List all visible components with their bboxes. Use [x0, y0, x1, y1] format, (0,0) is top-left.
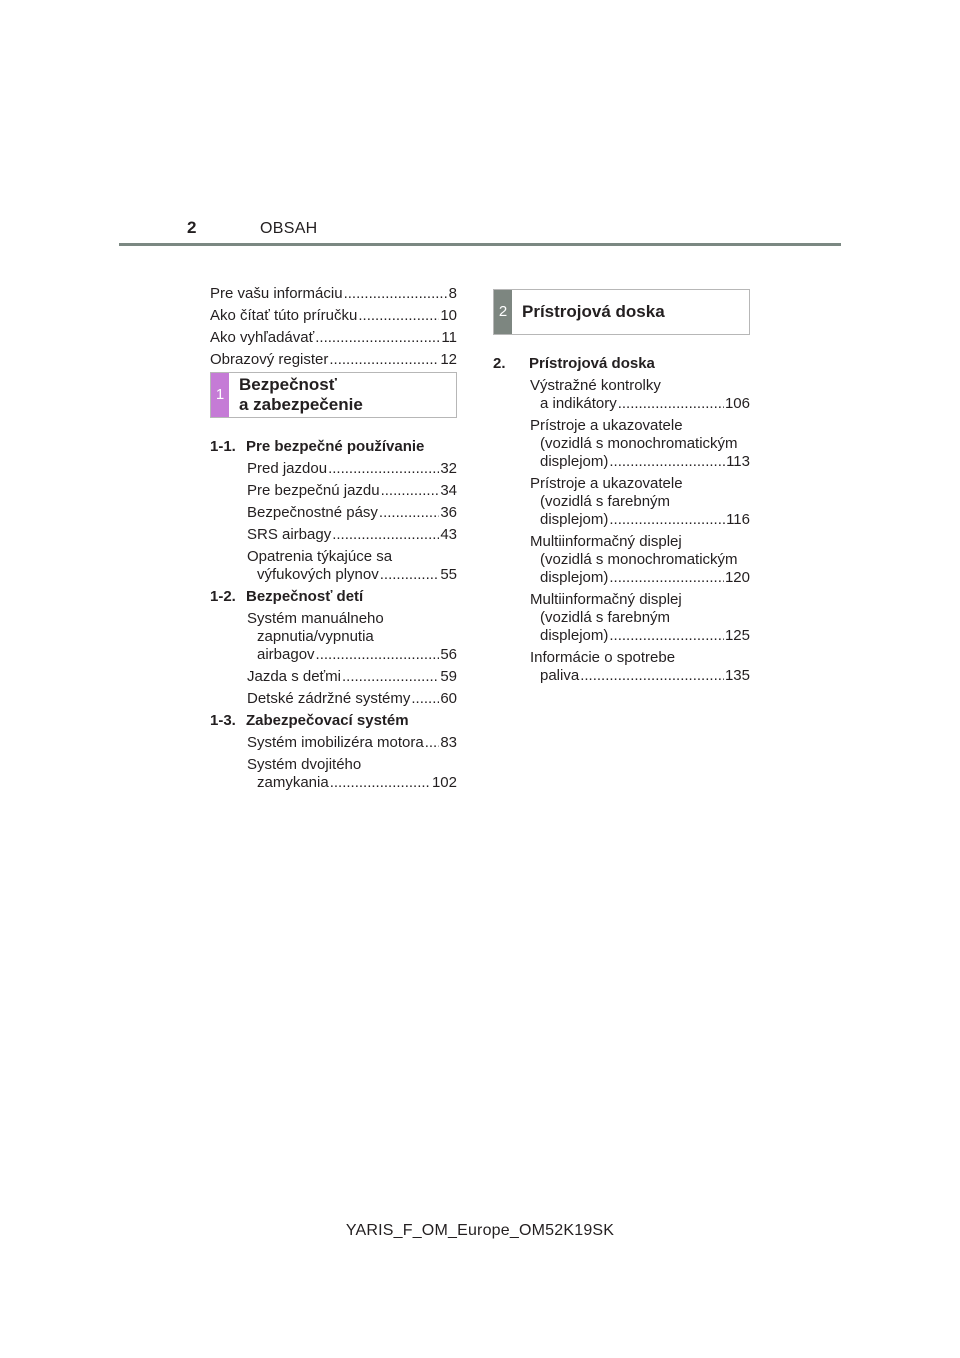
toc-page-number: 34	[440, 482, 457, 499]
toc-entry-last-line	[540, 667, 750, 685]
dot-leader	[580, 667, 724, 685]
toc-entry	[530, 377, 750, 413]
dot-leader	[381, 482, 440, 500]
dot-leader	[380, 566, 440, 584]
dot-leader	[315, 329, 440, 347]
toc-entry-continuation	[530, 667, 750, 685]
toc-entry-continuation	[530, 551, 750, 587]
header-rule	[119, 243, 841, 246]
subsection-title: Pre bezpečné používanie	[246, 438, 425, 455]
toc-entry-label: zapnutia/vypnutia	[257, 628, 374, 645]
toc-entry-last-line	[257, 646, 457, 664]
toc-entry-label: Pred jazdou	[247, 460, 328, 477]
toc-left-column	[210, 285, 457, 796]
toc-entry	[530, 649, 750, 685]
toc-entry-label: paliva	[540, 667, 580, 684]
subsection-heading	[210, 712, 457, 730]
dot-leader	[609, 511, 725, 529]
section-title-line: Prístrojová doska	[522, 302, 665, 321]
toc-entry-last-line	[257, 774, 457, 792]
toc-entry-label: displejom)	[540, 627, 609, 644]
dot-leader	[618, 395, 724, 413]
toc-entry	[530, 475, 750, 529]
section-number: 2	[494, 290, 512, 334]
dot-leader	[425, 734, 440, 752]
toc-entry-label: SRS airbagy	[247, 526, 332, 543]
toc-entry-continuation	[247, 628, 457, 664]
dot-leader	[344, 285, 448, 303]
toc-entry-label: Ako vyhľadávať	[210, 329, 315, 346]
toc-entry	[247, 668, 457, 686]
toc-page-number: 11	[441, 329, 457, 346]
section-title	[229, 373, 373, 417]
toc-entry-label: displejom)	[540, 453, 609, 470]
toc-entry-last-line	[540, 453, 750, 471]
toc-entry-label: a indikátory	[540, 395, 617, 412]
subsection-items	[210, 610, 457, 708]
toc-entry	[530, 417, 750, 471]
toc-entry	[247, 756, 457, 792]
toc-entry	[530, 591, 750, 645]
section-title-line: Bezpečnosť	[239, 375, 337, 394]
toc-page-number: 56	[440, 646, 457, 663]
dot-leader	[411, 690, 439, 708]
toc-entry-label: Obrazový register	[210, 351, 329, 368]
intro-list	[210, 285, 457, 369]
chapter-title: OBSAH	[260, 220, 318, 237]
dot-leader	[332, 526, 439, 544]
toc-page-number: 102	[431, 774, 457, 791]
dot-leader	[609, 627, 724, 645]
section-title-line: a zabezpečenie	[239, 395, 363, 414]
subsection-heading	[210, 438, 457, 456]
dot-leader	[328, 460, 439, 478]
toc-entry	[210, 285, 457, 303]
toc-page-number: 116	[726, 511, 750, 528]
toc-entry-label: Informácie o spotrebe	[530, 649, 676, 666]
subsection-items	[493, 377, 750, 685]
toc-entry-label: Multiinformačný displej	[530, 533, 682, 550]
subsection-title: Prístrojová doska	[529, 355, 655, 372]
toc-page-number: 10	[440, 307, 457, 324]
toc-entry-label: Detské zádržné systémy	[247, 690, 411, 707]
section-2	[493, 289, 750, 685]
toc-right-column	[493, 285, 750, 689]
toc-entry-label: displejom)	[540, 511, 609, 528]
toc-entry-label: Výstražné kontrolky	[530, 377, 661, 394]
toc-page-number: 60	[440, 690, 457, 707]
toc-entry-label: Pre bezpečnú jazdu	[247, 482, 380, 499]
toc-entry-label: zamykania	[257, 774, 329, 791]
toc-entry-last-line	[540, 627, 750, 645]
toc-entry-continuation	[530, 493, 750, 529]
subsection-title: Bezpečnosť detí	[246, 588, 364, 605]
toc-page-number: 55	[440, 566, 457, 583]
dot-leader	[329, 351, 439, 369]
page-number: 2	[187, 218, 197, 237]
toc-entry-label: Multiinformačný displej	[530, 591, 682, 608]
toc-entry	[530, 533, 750, 587]
toc-entry	[247, 690, 457, 708]
section-header-box	[493, 289, 750, 335]
subsection-code: 2.	[493, 355, 506, 372]
toc-page-number: 113	[726, 453, 750, 470]
dot-leader	[609, 569, 724, 587]
section-1	[210, 372, 457, 792]
subsection-code: 1-1.	[210, 438, 236, 455]
dot-leader	[342, 668, 439, 686]
toc-entry	[247, 734, 457, 752]
toc-entry-last-line	[540, 569, 750, 587]
toc-page-number: 8	[448, 285, 457, 302]
dot-leader	[316, 646, 440, 664]
subsection-heading	[493, 355, 750, 373]
toc-entry-label: Systém manuálneho	[247, 610, 384, 627]
toc-entry-last-line	[540, 511, 750, 529]
toc-page-number: 106	[724, 395, 750, 412]
subsection-items	[210, 734, 457, 792]
toc-page-number: 43	[440, 526, 457, 543]
toc-entry	[247, 460, 457, 478]
toc-entry	[210, 351, 457, 369]
toc-entry	[247, 548, 457, 584]
toc-entry	[210, 329, 457, 347]
section-title	[512, 290, 675, 334]
toc-entry-label: Systém imobilizéra motora	[247, 734, 424, 751]
dot-leader	[330, 774, 431, 792]
subsection-items	[210, 460, 457, 584]
toc-entry	[247, 482, 457, 500]
toc-entry-label: displejom)	[540, 569, 609, 586]
toc-page-number: 135	[724, 667, 750, 684]
dot-leader	[609, 453, 725, 471]
document-footer: YARIS_F_OM_Europe_OM52K19SK	[345, 1222, 615, 1239]
toc-page-number: 32	[440, 460, 457, 477]
toc-entry-continuation	[530, 609, 750, 645]
toc-entry	[247, 504, 457, 522]
subsection-title: Zabezpečovací systém	[246, 712, 409, 729]
toc-page-number: 59	[440, 668, 457, 685]
toc-entry-last-line	[257, 566, 457, 584]
section-header-box	[210, 372, 457, 418]
toc-entry-label: (vozidlá s farebným	[540, 493, 671, 510]
toc-entry-continuation	[247, 774, 457, 792]
toc-entry-label: (vozidlá s monochromatickým	[540, 551, 738, 568]
toc-entry-label: Ako čítať túto príručku	[210, 307, 358, 324]
toc-entry-label: Opatrenia týkajúce sa	[247, 548, 393, 565]
dot-leader	[379, 504, 439, 522]
toc-entry-label: Pre vašu informáciu	[210, 285, 343, 302]
toc-page-number: 125	[724, 627, 750, 644]
toc-page-number: 36	[440, 504, 457, 521]
toc-entry-continuation	[530, 435, 750, 471]
toc-entry-last-line	[540, 395, 750, 413]
toc-page-number: 83	[440, 734, 457, 751]
toc-entry-continuation	[530, 395, 750, 413]
subsection-heading	[210, 588, 457, 606]
toc-entry-continuation	[247, 566, 457, 584]
toc-entry-label: Bezpečnostné pásy	[247, 504, 378, 521]
toc-entry-label: airbagov	[257, 646, 315, 663]
toc-entry-label: Systém dvojitého	[247, 756, 362, 773]
toc-entry	[247, 526, 457, 544]
section-number: 1	[211, 373, 229, 417]
toc-entry-label: (vozidlá s monochromatickým	[540, 435, 738, 452]
toc-entry-label: Prístroje a ukazovatele	[530, 417, 683, 434]
toc-entry	[210, 307, 457, 325]
toc-entry-label: (vozidlá s farebným	[540, 609, 671, 626]
toc-entry-label: Prístroje a ukazovatele	[530, 475, 683, 492]
toc-page-number: 12	[440, 351, 457, 368]
toc-entry-label: Jazda s deťmi	[247, 668, 341, 685]
dot-leader	[358, 307, 439, 325]
subsection-code: 1-2.	[210, 588, 236, 605]
toc-entry	[247, 610, 457, 664]
subsection-code: 1-3.	[210, 712, 236, 729]
toc-page-number: 120	[724, 569, 750, 586]
toc-entry-label: výfukových plynov	[257, 566, 379, 583]
